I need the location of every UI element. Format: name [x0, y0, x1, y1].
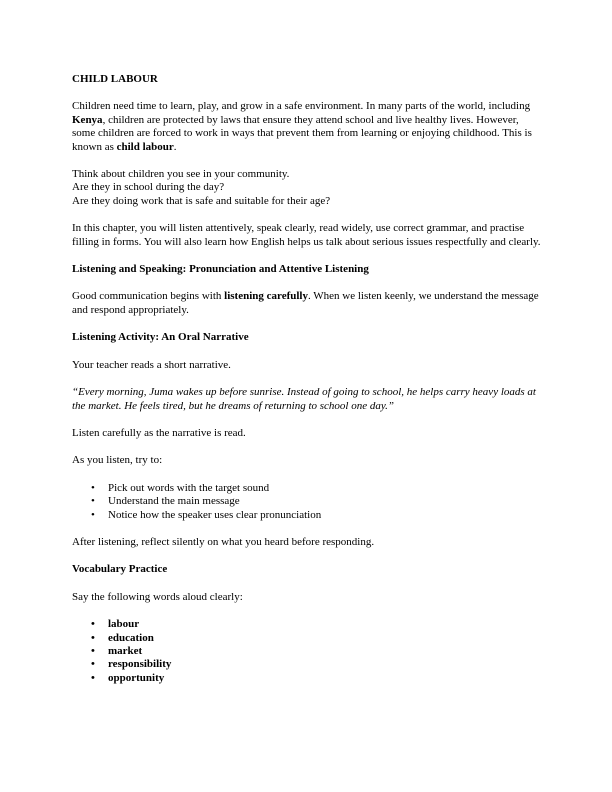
teacher-reads-line: Your teacher reads a short narrative.: [72, 358, 231, 371]
section-heading-vocabulary: Vocabulary Practice: [72, 563, 168, 576]
reflect-line: After listening, reflect silently on what you heard before responding.: [72, 535, 375, 548]
kenya-bold: Kenya: [72, 113, 103, 126]
question-line: Are they in school during the day?: [72, 181, 225, 194]
list-item: • Notice how the speaker uses clear pronunciation: [108, 509, 542, 522]
vocabulary-list: [72, 618, 542, 685]
question-line: Are they doing work that is safe and suitable for their age?: [72, 194, 331, 207]
list-item: • Pick out words with the target sound: [108, 482, 542, 495]
list-item: • opportunity: [108, 672, 542, 685]
document-page: [72, 73, 542, 685]
question-line: Think about children you see in your community.: [72, 168, 290, 181]
as-you-listen-line: As you listen, try to:: [72, 454, 163, 467]
listen-instruction: Listen carefully as the narrative is read.: [72, 426, 246, 439]
list-item: • Understand the main message: [108, 495, 542, 508]
listening-carefully-bold: listening carefully: [224, 290, 308, 303]
section-heading-activity: Listening Activity: An Oral Narrative: [72, 331, 249, 344]
section-heading-listening-speaking: Listening and Speaking: Pronunciation and Attentive Listening: [72, 263, 369, 276]
child-labour-bold: child labour: [116, 140, 174, 153]
communication-paragraph: Good communication begins with listening carefully. When we listen keenly, we understand the message and respond appropriately.: [72, 290, 539, 316]
list-item: • labour: [108, 618, 542, 631]
listening-tasks-list: [72, 482, 542, 522]
chapter-overview: In this chapter, you will listen attentively, speak clearly, read widely, use correct grammar, and practise filling in forms. You will also learn how English helps us talk about serious issues respectfully and clearly.: [72, 222, 541, 248]
list-item: • education: [108, 632, 542, 645]
list-item: • responsibility: [108, 658, 542, 671]
page-title: CHILD LABOUR: [72, 73, 158, 85]
narrative-quote: “Every morning, Juma wakes up before sunrise. Instead of going to school, he helps carry heavy loads at the market. He feels tired, but he dreams of returning to school one day.”: [72, 386, 536, 412]
list-item: • market: [108, 645, 542, 658]
reflection-questions: [72, 168, 542, 208]
intro-paragraph: Children need time to learn, play, and grow in a safe environment. In many parts of the world, including Kenya, children are protected by laws that ensure they attend school and live healthy lives. However, some children are forced to work in ways that prevent them from learning or enjoying childhood. This is known as child labour.: [72, 100, 532, 153]
vocabulary-instruction: Say the following words aloud clearly:: [72, 590, 243, 603]
